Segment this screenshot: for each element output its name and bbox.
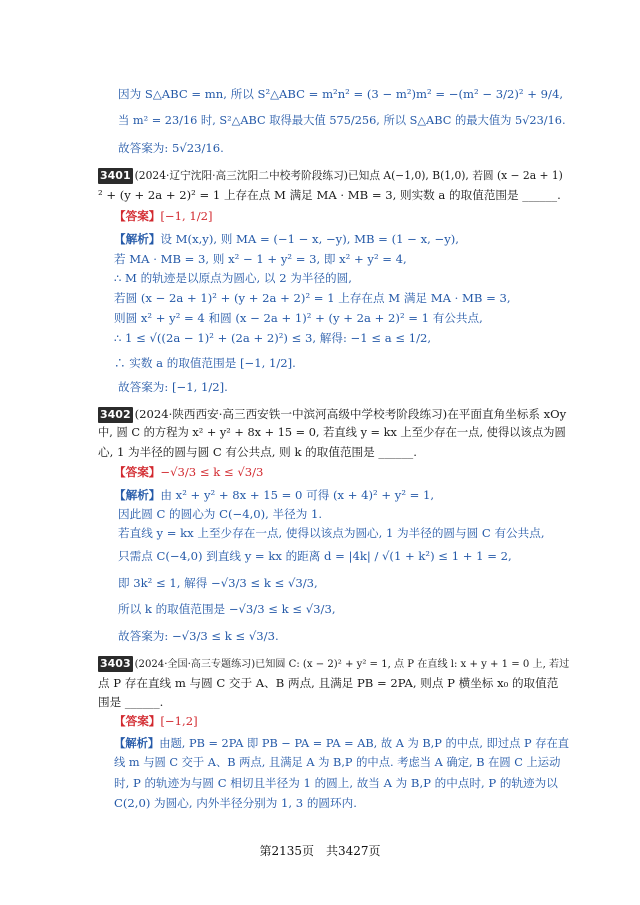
analysis-line: ∴ 1 ≤ √((2a − 1)² + (2a + 2)²) ≤ 3, 解得: −1 ≤ a ≤ 1/2, [114, 331, 432, 345]
question-3403-stem-cont: 点 P 存在直线 m 与圆 C 交于 A、B 两点, 且满足 PB = 2PA, 则点 P 横坐标 x₀ 的取值范 [98, 676, 559, 690]
analysis-line: 线 m 与圆 C 交于 A、B 两点, 且满足 A 为 B,P 的中点. 考虑当 A 确定, B 在圆 C 上运动 [114, 756, 561, 769]
analysis-line: 即 3k² ≤ 1, 解得 −√3/3 ≤ k ≤ √3/3, [118, 576, 318, 590]
analysis-line: 则圆 x² + y² = 4 和圆 (x − 2a + 1)² + (y + 2a + 2)² = 1 有公共点, [114, 311, 483, 325]
analysis-line: 所以 k 的取值范围是 −√3/3 ≤ k ≤ √3/3, [118, 602, 336, 616]
question-3403-stem: 3403 (2024·全国·高三专题练习)已知圆 C: (x − 2)² + y² = 1, 点 P 在直线 l: x + y + 1 = 0 上, 若过 [100, 657, 570, 670]
answer-tag: 【答案】 [114, 465, 161, 479]
prev-answer-line: 故答案为: 5√23/16. [118, 141, 224, 155]
answer-value: −√3/3 ≤ k ≤ √3/3 [160, 465, 264, 479]
question-3401-stem: 3401 (2024·辽宁沈阳·高三沈阳二中校考阶段练习)已知点 A(−1,0), B(1,0), 若圆 (x − 2a + 1) [100, 169, 563, 182]
analysis-line: 因此圆 C 的圆心为 C(−4,0), 半径为 1. [118, 507, 323, 521]
prev-solution-line: 当 m² = 23/16 时, S²△ABC 取得最大值 575/256, 所以 S△ABC 的最大值为 5√23/16. [118, 114, 566, 127]
analysis-line: ∴ M 的轨迹是以原点为圆心, 以 2 为半径的圆, [114, 271, 352, 285]
question-3401-analysis: 【解析】设 M(x,y), 则 MA = (−1 − x, −y), MB = (1 − x, −y), [114, 232, 459, 246]
question-3403-analysis: 【解析】由题, PB = 2PA 即 PB − PA = PA = AB, 故 A 为 B,P 的中点, 即过点 P 存在直 [114, 736, 570, 750]
analysis-tag: 【解析】 [114, 232, 161, 246]
answer-tag: 【答案】 [114, 714, 161, 728]
page-footer [0, 842, 640, 859]
analysis-tag: 【解析】 [114, 736, 160, 750]
analysis-line: 若直线 y = kx 上至少存在一点, 使得以该点为圆心, 1 为半径的圆与圆 C 有公共点, [118, 526, 545, 540]
answer-value: [−1,2] [160, 714, 198, 728]
analysis-line: ∴ 实数 a 的取值范围是 [−1, 1/2]. [114, 356, 296, 370]
question-number: 3402 [100, 408, 131, 421]
page-number: 第2135页 [259, 844, 314, 858]
analysis-line: 若圆 (x − 2a + 1)² + (y + 2a + 2)² = 1 上存在点 M 满足 MA · MB = 3, [114, 291, 511, 305]
analysis-final-answer: 故答案为: −√3/3 ≤ k ≤ √3/3. [118, 629, 279, 643]
question-3401-answer [114, 208, 213, 224]
question-3403-answer [114, 713, 198, 729]
question-3402-answer [114, 464, 263, 480]
question-3403-stem-cont: 围是 ______. [98, 695, 164, 709]
analysis-line: 若 MA · MB = 3, 则 x² − 1 + y² = 3, 即 x² + y² = 4, [114, 252, 407, 266]
question-3402-analysis: 【解析】由 x² + y² + 8x + 15 = 0 可得 (x + 4)² + y² = 1, [114, 488, 435, 502]
analysis-line: 只需点 C(−4,0) 到直线 y = kx 的距离 d = |4k| / √(1 + k²) ≤ 1 + 1 = 2, [118, 549, 512, 563]
analysis-line: 时, P 的轨迹为与圆 C 相切且半径为 1 的圆上, 故当 A 为 B,P 的中点时, P 的轨迹为以 [114, 776, 558, 790]
question-3402-stem: 3402 (2024·陕西西安·高三西安铁一中滨河高级中学校考阶段练习)在平面直角坐标系 xOy [100, 407, 567, 421]
question-3402-stem-cont: 中, 圆 C 的方程为 x² + y² + 8x + 15 = 0, 若直线 y = kx 上至少存在一点, 使得以该点为圆 [98, 426, 566, 439]
question-number: 3401 [100, 169, 131, 182]
answer-tag: 【答案】 [114, 209, 161, 223]
question-3401-stem-cont: ² + (y + 2a + 2)² = 1 上存在点 M 满足 MA · MB = 3, 则实数 a 的取值范围是 ______. [98, 188, 561, 202]
analysis-line: C(2,0) 为圆心, 内外半径分别为 1, 3 的圆环内. [114, 796, 357, 810]
page-total: 共3427页 [326, 844, 381, 858]
analysis-final-answer: 故答案为: [−1, 1/2]. [118, 380, 228, 394]
prev-solution-line: 因为 S△ABC = mn, 所以 S²△ABC = m²n² = (3 − m²)m² = −(m² − 3/2)² + 9/4, [118, 87, 564, 101]
answer-value: [−1, 1/2] [160, 209, 213, 223]
analysis-tag: 【解析】 [114, 488, 161, 502]
question-3402-stem-cont: 心, 1 为半径的圆与圆 C 有公共点, 则 k 的取值范围是 ______. [98, 445, 417, 459]
question-number: 3403 [100, 657, 131, 670]
